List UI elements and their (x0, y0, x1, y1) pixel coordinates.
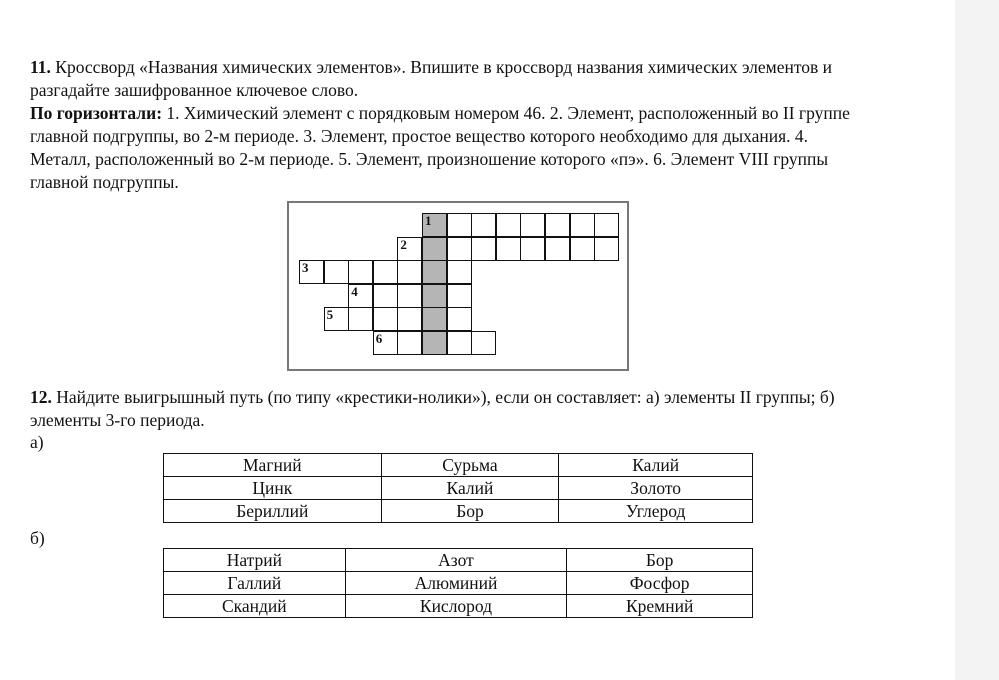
crossword-cell[interactable] (545, 213, 570, 237)
table-cell[interactable]: Калий (559, 454, 753, 477)
crossword-cell[interactable] (397, 307, 422, 331)
crossword-cell[interactable] (447, 307, 472, 331)
crossword-cell[interactable] (397, 284, 422, 308)
crossword-cell[interactable] (397, 237, 422, 261)
crossword-clue-number: 2 (400, 236, 407, 252)
table-cell[interactable]: Скандий (164, 595, 346, 618)
table-cell[interactable]: Бор (381, 500, 559, 523)
table-row (164, 500, 753, 523)
crossword-key-cell[interactable] (422, 284, 447, 308)
crossword-cell[interactable] (348, 284, 373, 308)
table-cell[interactable]: Алюминий (345, 572, 567, 595)
crossword-cell[interactable] (373, 284, 398, 308)
crossword-cell[interactable] (373, 307, 398, 331)
table-row (164, 454, 753, 477)
crossword-cell[interactable] (520, 237, 545, 261)
crossword-cell[interactable] (594, 213, 619, 237)
table-row (164, 549, 753, 572)
table-cell[interactable]: Фосфор (567, 572, 753, 595)
table-cell[interactable]: Азот (345, 549, 567, 572)
table-cell[interactable]: Кислород (345, 595, 567, 618)
crossword-cell[interactable] (324, 307, 349, 331)
table-cell[interactable]: Магний (164, 454, 382, 477)
table-row (164, 572, 753, 595)
task-12 (30, 386, 870, 432)
crossword-cell[interactable] (447, 237, 472, 261)
task-11-clues: 1. Химический элемент с порядковым номером 46. 2. Элемент, расположенный во II группе главной подгруппы, во 2-м периоде. 3. Элемент, простое вещество которого необходимо для дыхания. 4. Металл, расположенный во 2-м периоде. 5. Элемент, произношение которого «пэ». 6. Элемент VIII группы главной подгруппы. (30, 103, 850, 192)
task-12-number: 12. (30, 387, 52, 407)
crossword-clue-number: 3 (302, 260, 309, 276)
task-11-intro: Кроссворд «Названия химических элементов». Впишите в кроссворд названия химических элементов и разгадайте зашифрованное ключевое слово. (30, 57, 833, 100)
crossword-cell[interactable] (545, 237, 570, 261)
table-cell[interactable]: Кремний (567, 595, 753, 618)
crossword-key-cell[interactable] (422, 237, 447, 261)
table-row (164, 595, 753, 618)
table-cell[interactable]: Калий (381, 477, 559, 500)
crossword-frame (287, 201, 629, 371)
crossword-cell[interactable] (397, 331, 422, 355)
table-cell[interactable]: Натрий (164, 549, 346, 572)
table-row (164, 477, 753, 500)
table-a (163, 453, 753, 523)
crossword-cell[interactable] (447, 213, 472, 237)
crossword-clue-number: 1 (425, 213, 432, 228)
table-b-body (164, 549, 753, 618)
crossword-cell[interactable] (496, 213, 521, 237)
task-12-text: Найдите выигрышный путь (по типу «крестики-нолики»), если он составляет: а) элементы II группы; б) элементы 3-го периода. (30, 387, 835, 430)
table-b (163, 548, 753, 618)
crossword-cell[interactable] (570, 213, 595, 237)
label-a: а) (30, 432, 44, 452)
crossword-clue-number: 6 (375, 331, 383, 346)
crossword-cell[interactable] (471, 237, 496, 261)
crossword-cell[interactable] (496, 237, 521, 261)
crossword-cell[interactable] (324, 260, 349, 284)
table-cell[interactable]: Галлий (164, 572, 346, 595)
table-cell[interactable]: Бериллий (164, 500, 382, 523)
crossword-cell[interactable] (520, 213, 545, 237)
task-11 (30, 56, 870, 194)
crossword-cell[interactable] (471, 213, 496, 237)
crossword-cell[interactable] (471, 331, 496, 355)
right-margin-strip (955, 0, 999, 680)
crossword-cell[interactable] (447, 284, 472, 308)
crossword-key-cell[interactable] (422, 260, 447, 284)
table-cell[interactable]: Углерод (559, 500, 753, 523)
table-cell[interactable]: Сурьма (381, 454, 559, 477)
crossword-cell[interactable] (373, 260, 398, 284)
crossword-cell[interactable] (348, 260, 373, 284)
crossword-cell[interactable] (299, 260, 324, 284)
crossword-key-cell[interactable] (422, 307, 447, 331)
crossword-clue-number: 4 (351, 283, 358, 299)
label-b: б) (30, 528, 45, 548)
crossword-cell[interactable] (348, 307, 373, 331)
table-cell[interactable]: Цинк (164, 477, 382, 500)
crossword-cell[interactable] (447, 331, 472, 355)
crossword-cell[interactable] (447, 260, 472, 284)
crossword-cell[interactable] (397, 260, 422, 284)
table-cell[interactable]: Бор (567, 549, 753, 572)
crossword-cell[interactable] (594, 237, 619, 261)
task-11-number: 11. (30, 57, 51, 77)
table-cell[interactable]: Золото (559, 477, 753, 500)
crossword-cell[interactable] (373, 331, 398, 355)
table-a-body (164, 454, 753, 523)
crossword-clue-number: 5 (326, 307, 334, 323)
horizontal-label: По горизонтали: (30, 103, 163, 123)
crossword-cell[interactable] (570, 237, 595, 261)
crossword-key-cell[interactable] (422, 331, 447, 355)
crossword-key-cell[interactable] (422, 213, 447, 237)
